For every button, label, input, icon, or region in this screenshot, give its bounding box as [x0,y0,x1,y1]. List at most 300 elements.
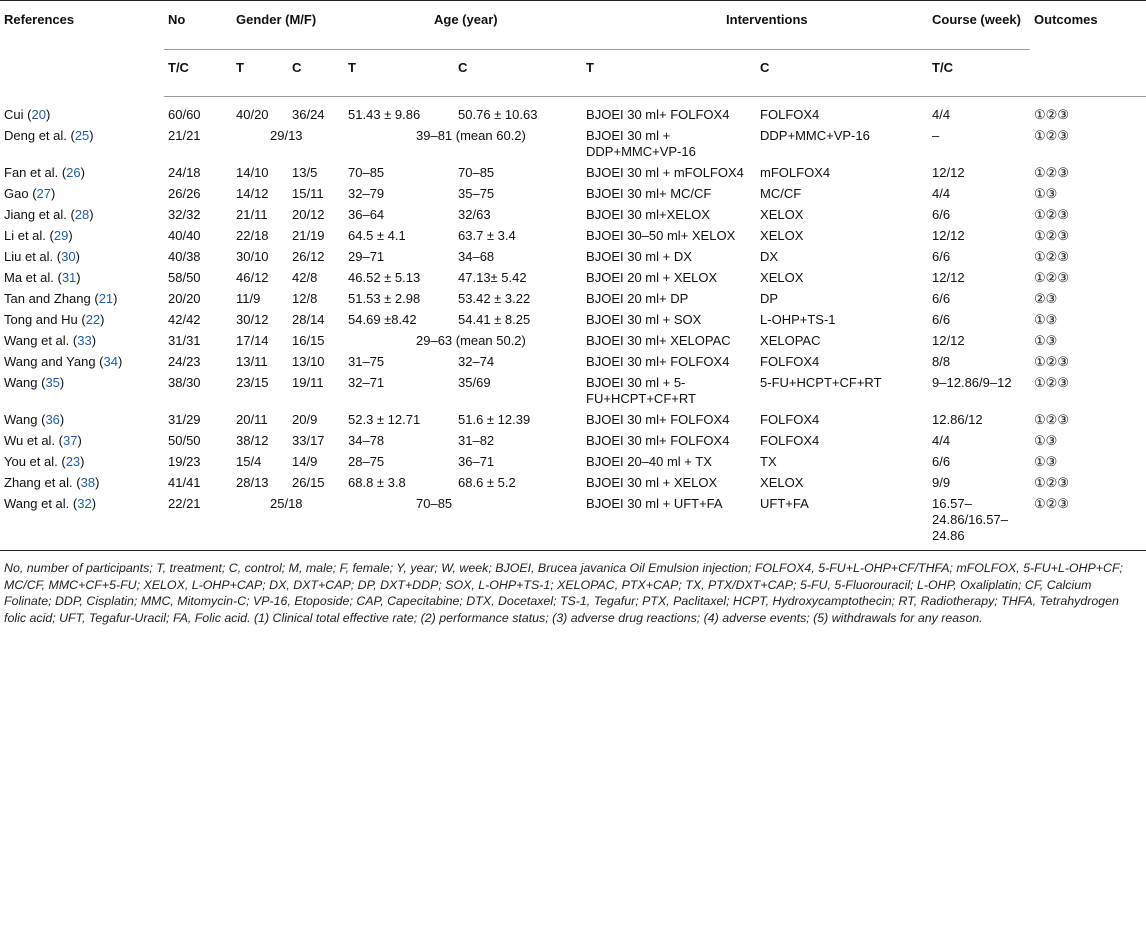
cell-age-c [454,307,582,328]
cell-gender-c-text: 13/5 [292,165,318,180]
cell-age-c-text: 63.7 ± 3.4 [458,228,516,243]
citation-link[interactable]: 30 [61,249,76,264]
cell-age-t-text: 32–71 [348,375,385,390]
cell-age-c-text: 32/63 [458,207,491,222]
cell-gender-c [288,223,344,244]
cell-age-c-text: 47.13± 5.42 [458,270,527,285]
citation-link[interactable]: 37 [63,433,78,448]
cell-course-text: 4/4 [932,186,951,201]
cell-no-text: 41/41 [168,475,201,490]
cell-intervention-c-text: mFOLFOX4 [760,165,831,180]
cell-gender-t-text: 11/9 [236,291,261,306]
cell-age-t [344,407,454,428]
cell-gender-c-text: 16/15 [292,333,325,348]
cell-course [928,470,1030,491]
cell-outcomes [1030,97,1146,124]
cell-intervention-t [582,470,756,491]
cell-age-merged [344,491,582,551]
cell-intervention-t-text: BJOEI 30 ml + DDP+MMC+VP-16 [586,128,696,159]
cell-no-text: 24/18 [168,165,201,180]
cell-intervention-c [756,265,928,286]
table-row [0,265,1146,286]
cell-course-text: 6/6 [932,249,951,264]
cell-reference: Liu et al. (30) [4,249,80,264]
table-row [0,97,1146,124]
cell-age-t [344,470,454,491]
cell-reference: Wang (36) [4,412,65,427]
cell-outcomes [1030,407,1146,428]
cell-age-merged-text: 29–63 (mean 50.2) [416,333,526,348]
cell-intervention-t-text: BJOEI 30 ml + SOX [586,312,702,327]
citation-link[interactable]: 28 [74,207,90,222]
cell-no-text: 32/32 [168,207,201,222]
cell-outcomes [1030,123,1146,160]
cell-intervention-c [756,286,928,307]
cell-intervention-c [756,223,928,244]
cell-age-c-text: 35/69 [458,375,491,390]
cell-outcomes [1030,470,1146,491]
cell-intervention-t [582,160,756,181]
reference-author: Wang et al. [4,496,70,511]
cell-no-text: 31/29 [168,412,201,427]
citation-link[interactable]: 33 [77,333,92,348]
cell-gender-t [232,370,288,407]
cell-gender-c [288,349,344,370]
cell-gender-t-text: 14/10 [236,165,269,180]
citation-link[interactable]: 36 [45,412,60,427]
subheader-gender-c: C [288,50,344,97]
cell-no-text: 22/21 [168,496,201,511]
header-course: Course (week) [928,1,1030,50]
cell-gender-c [288,328,344,349]
cell-gender-merged-text: 25/18 [270,496,303,511]
cell-outcomes [1030,428,1146,449]
cell-course [928,491,1030,551]
cell-course [928,160,1030,181]
cell-gender-t-text: 14/12 [236,186,269,201]
cell-no-text: 60/60 [168,107,201,122]
cell-gender-c-text: 26/15 [292,475,325,490]
cell-age-c-text: 68.6 ± 5.2 [458,475,516,490]
cell-intervention-c [756,370,928,407]
header-gender: Gender (M/F) [232,1,344,50]
cell-reference: Li et al. (29) [4,228,73,243]
cell-course [928,349,1030,370]
cell-age-c [454,407,582,428]
cell-gender-c-text: 28/14 [292,312,325,327]
header-references: References [0,1,164,97]
cell-intervention-c [756,123,928,160]
cell-intervention-c-text: XELOX [760,207,804,222]
cell-gender-t-text: 46/12 [236,270,269,285]
cell-gender-t-text: 30/12 [236,312,269,327]
cell-gender-c-text: 13/10 [292,354,325,369]
cell-gender-c [288,265,344,286]
cell-intervention-t [582,123,756,160]
cell-age-t [344,349,454,370]
cell-intervention-t-text: BJOEI 30 ml+ FOLFOX4 [586,354,730,369]
cell-intervention-c-text: 5-FU+HCPT+CF+RT [760,375,882,390]
citation-link[interactable]: 35 [45,375,60,390]
cell-intervention-c-text: DP [760,291,779,306]
cell-gender-c [288,428,344,449]
header-outcomes: Outcomes [1030,1,1146,97]
cell-gender-c-text: 19/11 [292,375,324,390]
cell-intervention-c [756,307,928,328]
citation-link[interactable]: 31 [61,270,77,285]
cell-intervention-t [582,428,756,449]
cell-gender-c [288,470,344,491]
cell-intervention-t [582,349,756,370]
cell-intervention-t [582,370,756,407]
cell-no-text: 42/42 [168,312,201,327]
cell-course [928,370,1030,407]
cell-age-t [344,244,454,265]
cell-intervention-c [756,491,928,551]
cell-age-t-text: 34–78 [348,433,385,448]
citation-link[interactable]: 22 [85,312,101,327]
cell-no-text: 26/26 [168,186,201,201]
cell-reference: Cui (20) [4,106,51,122]
cell-gender-c-text: 15/11 [292,186,324,201]
reference-author: Wang [4,412,38,427]
cell-course-text: 12/12 [932,333,965,348]
cell-intervention-t [582,202,756,223]
cell-outcomes-text: ①③ [1034,312,1058,327]
cell-no [164,202,232,223]
cell-gender-c [288,181,344,202]
table-row [0,470,1146,491]
cell-intervention-t-text: BJOEI 30 ml + 5-FU+HCPT+CF+RT [586,375,696,406]
cell-reference: Tan and Zhang (21) [4,291,118,306]
cell-age-c-text: 53.42 ± 3.22 [458,291,531,306]
citation-link[interactable]: 34 [103,354,118,369]
cell-course [928,449,1030,470]
cell-age-c-text: 32–74 [458,354,495,369]
cell-intervention-c-text: FOLFOX4 [760,107,820,122]
cell-course [928,202,1030,223]
cell-course [928,428,1030,449]
cell-age-t-text: 64.5 ± 4.1 [348,228,406,243]
cell-intervention-t-text: BJOEI 30 ml+ FOLFOX4 [586,433,730,448]
cell-outcomes-text: ①②③ [1034,354,1069,369]
table-row [0,407,1146,428]
cell-age-merged [344,123,582,160]
cell-intervention-t-text: BJOEI 30 ml+ FOLFOX4 [586,107,730,122]
cell-gender-t [232,223,288,244]
cell-outcomes-text: ①③ [1034,454,1058,469]
cell-reference: Fan et al. (26) [4,165,85,180]
cell-gender-c-text: 33/17 [292,433,325,448]
cell-gender-t-text: 38/12 [236,433,269,448]
cell-age-c [454,202,582,223]
table-row [0,428,1146,449]
cell-age-c [454,470,582,491]
cell-gender-t-text: 28/13 [236,475,269,490]
cell-reference: Wang et al. (33) [4,333,97,348]
cell-outcomes [1030,370,1146,407]
reference-author: Tan and Zhang [4,291,91,306]
cell-age-c [454,160,582,181]
cell-intervention-c [756,181,928,202]
subheader-int-c: C [756,50,928,97]
cell-age-t [344,181,454,202]
table-row [0,123,1146,160]
cell-course-text: – [932,128,940,143]
cell-outcomes [1030,223,1146,244]
cell-intervention-t-text: BJOEI 20 ml+ DP [586,291,689,306]
cell-outcomes [1030,449,1146,470]
cell-age-c-text: 35–75 [458,186,495,201]
cell-intervention-t [582,244,756,265]
cell-gender-c-text: 14/9 [292,454,318,469]
cell-intervention-c [756,407,928,428]
cell-intervention-t-text: BJOEI 30–50 ml+ XELOX [586,228,736,243]
cell-intervention-c-text: FOLFOX4 [760,412,820,427]
reference-author: Fan et al. [4,165,59,180]
cell-outcomes-text: ①③ [1034,333,1058,348]
cell-gender-t-text: 20/11 [236,412,268,427]
cell-reference: You et al. (23) [4,454,85,469]
cell-age-c [454,97,582,124]
table-row [0,491,1146,551]
table-row [0,244,1146,265]
cell-gender-c-text: 36/24 [292,107,325,122]
cell-intervention-t-text: BJOEI 30 ml + XELOX [586,475,718,490]
reference-author: Deng et al. [4,128,67,143]
cell-age-t-text: 29–71 [348,249,385,264]
cell-course-text: 6/6 [932,312,951,327]
cell-course-text: 16.57–24.86/16.57–24.86 [932,496,1008,543]
citation-link[interactable]: 21 [98,291,114,306]
table-row [0,286,1146,307]
cell-course-text: 4/4 [932,107,951,122]
cell-no [164,244,232,265]
cell-course [928,223,1030,244]
cell-age-t-text: 31–75 [348,354,385,369]
cell-course-text: 12/12 [932,270,965,285]
cell-age-c [454,428,582,449]
cell-intervention-t [582,286,756,307]
cell-age-c-text: 70–85 [458,165,495,180]
cell-intervention-t [582,181,756,202]
cell-intervention-c [756,328,928,349]
citation-link[interactable]: 20 [31,106,46,122]
cell-no [164,123,232,160]
cell-age-t-text: 54.69 ±8.42 [348,312,417,327]
table-body [0,97,1146,551]
cell-age-c [454,370,582,407]
cell-reference: Zhang et al. (38) [4,475,100,490]
cell-course [928,265,1030,286]
cell-outcomes-text: ①③ [1034,433,1058,448]
cell-no [164,328,232,349]
cell-no-text: 31/31 [168,333,201,348]
cell-gender-c [288,202,344,223]
cell-outcomes-text: ②③ [1034,291,1058,306]
table-row [0,202,1146,223]
cell-age-t-text: 70–85 [348,165,385,180]
cell-outcomes [1030,491,1146,551]
cell-intervention-c [756,428,928,449]
cell-course-text: 6/6 [932,207,951,222]
cell-gender-t [232,181,288,202]
cell-intervention-c-text: L-OHP+TS-1 [760,312,836,327]
cell-intervention-t-text: BJOEI 30 ml + UFT+FA [586,496,723,511]
cell-outcomes [1030,265,1146,286]
cell-course-text: 9/9 [932,475,951,490]
citation-link[interactable]: 23 [65,454,81,469]
cell-reference: Jiang et al. (28) [4,207,94,222]
cell-intervention-c-text: DX [760,249,779,264]
cell-intervention-t-text: BJOEI 30 ml+ XELOPAC [586,333,731,348]
cell-intervention-c-text: MC/CF [760,186,802,201]
cell-outcomes-text: ①②③ [1034,165,1069,180]
cell-intervention-t-text: BJOEI 20–40 ml + TX [586,454,712,469]
cell-intervention-t [582,407,756,428]
cell-course-text: 12/12 [932,165,965,180]
reference-author: Ma et al. [4,270,54,285]
citation-link[interactable]: 29 [53,228,69,243]
cell-age-t [344,223,454,244]
cell-outcomes-text: ①②③ [1034,270,1069,285]
cell-intervention-t-text: BJOEI 30 ml + mFOLFOX4 [586,165,744,180]
cell-reference: Wu et al. (37) [4,433,82,448]
cell-intervention-c-text: UFT+FA [760,496,809,511]
cell-age-t [344,307,454,328]
cell-outcomes [1030,244,1146,265]
cell-age-t-text: 52.3 ± 12.71 [348,412,421,427]
cell-reference: Gao (27) [4,186,56,201]
cell-no-text: 38/30 [168,375,201,390]
cell-age-t [344,97,454,124]
subheader-gender-t: T [232,50,288,97]
cell-no [164,160,232,181]
cell-reference: Wang (35) [4,375,65,390]
cell-gender-t [232,97,288,124]
table-row [0,449,1146,470]
cell-no [164,265,232,286]
cell-gender-t-text: 21/11 [236,207,268,222]
reference-author: Jiang et al. [4,207,67,222]
cell-no-text: 58/50 [168,270,201,285]
cell-gender-t-text: 22/18 [236,228,269,243]
reference-author: You et al. [4,454,58,469]
table-row [0,328,1146,349]
cell-no [164,370,232,407]
cell-intervention-c [756,202,928,223]
cell-age-t [344,202,454,223]
cell-intervention-c [756,349,928,370]
reference-author: Tong and Hu [4,312,78,327]
cell-gender-t-text: 17/14 [236,333,269,348]
cell-age-t [344,428,454,449]
cell-intervention-t-text: BJOEI 30 ml+ FOLFOX4 [586,412,730,427]
cell-course-text: 12/12 [932,228,965,243]
cell-age-c-text: 36–71 [458,454,495,469]
table-row [0,307,1146,328]
cell-outcomes-text: ①②③ [1034,207,1069,222]
cell-gender-c [288,286,344,307]
cell-no [164,449,232,470]
subheader-course-tc: T/C [928,50,1030,97]
citation-link[interactable]: 32 [77,496,92,511]
cell-gender-c-text: 12/8 [292,291,318,306]
cell-no-text: 50/50 [168,433,201,448]
cell-intervention-c-text: XELOPAC [760,333,821,348]
cell-gender-c [288,370,344,407]
cell-age-c-text: 31–82 [458,433,495,448]
reference-author: Wu et al. [4,433,56,448]
cell-intervention-t [582,328,756,349]
subheader-age-c: C [454,50,582,97]
cell-gender-t-text: 23/15 [236,375,269,390]
cell-gender-t [232,328,288,349]
cell-outcomes [1030,160,1146,181]
cell-gender-c-text: 42/8 [292,270,318,285]
cell-intervention-c [756,244,928,265]
cell-course-text: 9–12.86/9–12 [932,375,1012,390]
cell-course-text: 8/8 [932,354,951,369]
cell-course [928,328,1030,349]
cell-gender-c [288,449,344,470]
citation-link[interactable]: 25 [74,128,90,143]
cell-course-text: 12.86/12 [932,412,983,427]
cell-reference: Ma et al. (31) [4,270,81,285]
citation-link[interactable]: 38 [80,475,96,490]
cell-course-text: 4/4 [932,433,951,448]
cell-reference: Wang and Yang (34) [4,354,123,369]
cell-course-text: 6/6 [932,454,951,469]
cell-intervention-c-text: FOLFOX4 [760,433,820,448]
cell-outcomes-text: ①②③ [1034,412,1069,427]
cell-gender-t [232,244,288,265]
cell-intervention-t [582,307,756,328]
reference-author: Zhang et al. [4,475,73,490]
cell-age-merged-text: 70–85 [416,496,453,511]
header-interventions: Interventions [582,1,928,50]
citation-link[interactable]: 26 [66,165,81,180]
cell-age-t-text: 46.52 ± 5.13 [348,270,421,285]
cell-age-c [454,449,582,470]
cell-no-text: 21/21 [168,128,201,143]
cell-intervention-c [756,449,928,470]
reference-author: Wang [4,375,38,390]
cell-outcomes-text: ①②③ [1034,228,1069,243]
cell-age-t [344,265,454,286]
cell-intervention-t-text: BJOEI 30 ml+XELOX [586,207,710,222]
cell-no [164,307,232,328]
cell-outcomes [1030,328,1146,349]
cell-outcomes [1030,349,1146,370]
cell-age-c [454,286,582,307]
cell-intervention-t [582,223,756,244]
table-row [0,181,1146,202]
reference-author: Wang and Yang [4,354,96,369]
cell-intervention-c-text: DDP+MMC+VP-16 [760,128,870,143]
cell-gender-t [232,470,288,491]
cell-outcomes-text: ①②③ [1034,107,1069,122]
cell-age-t-text: 51.53 ± 2.98 [348,291,421,306]
cell-gender-t [232,449,288,470]
reference-author: Cui [4,106,24,122]
cell-no [164,181,232,202]
citation-link[interactable]: 27 [36,186,51,201]
cell-no-text: 40/40 [168,228,201,243]
table-row [0,349,1146,370]
cell-age-t [344,449,454,470]
cell-age-t-text: 51.43 ± 9.86 [348,107,421,122]
